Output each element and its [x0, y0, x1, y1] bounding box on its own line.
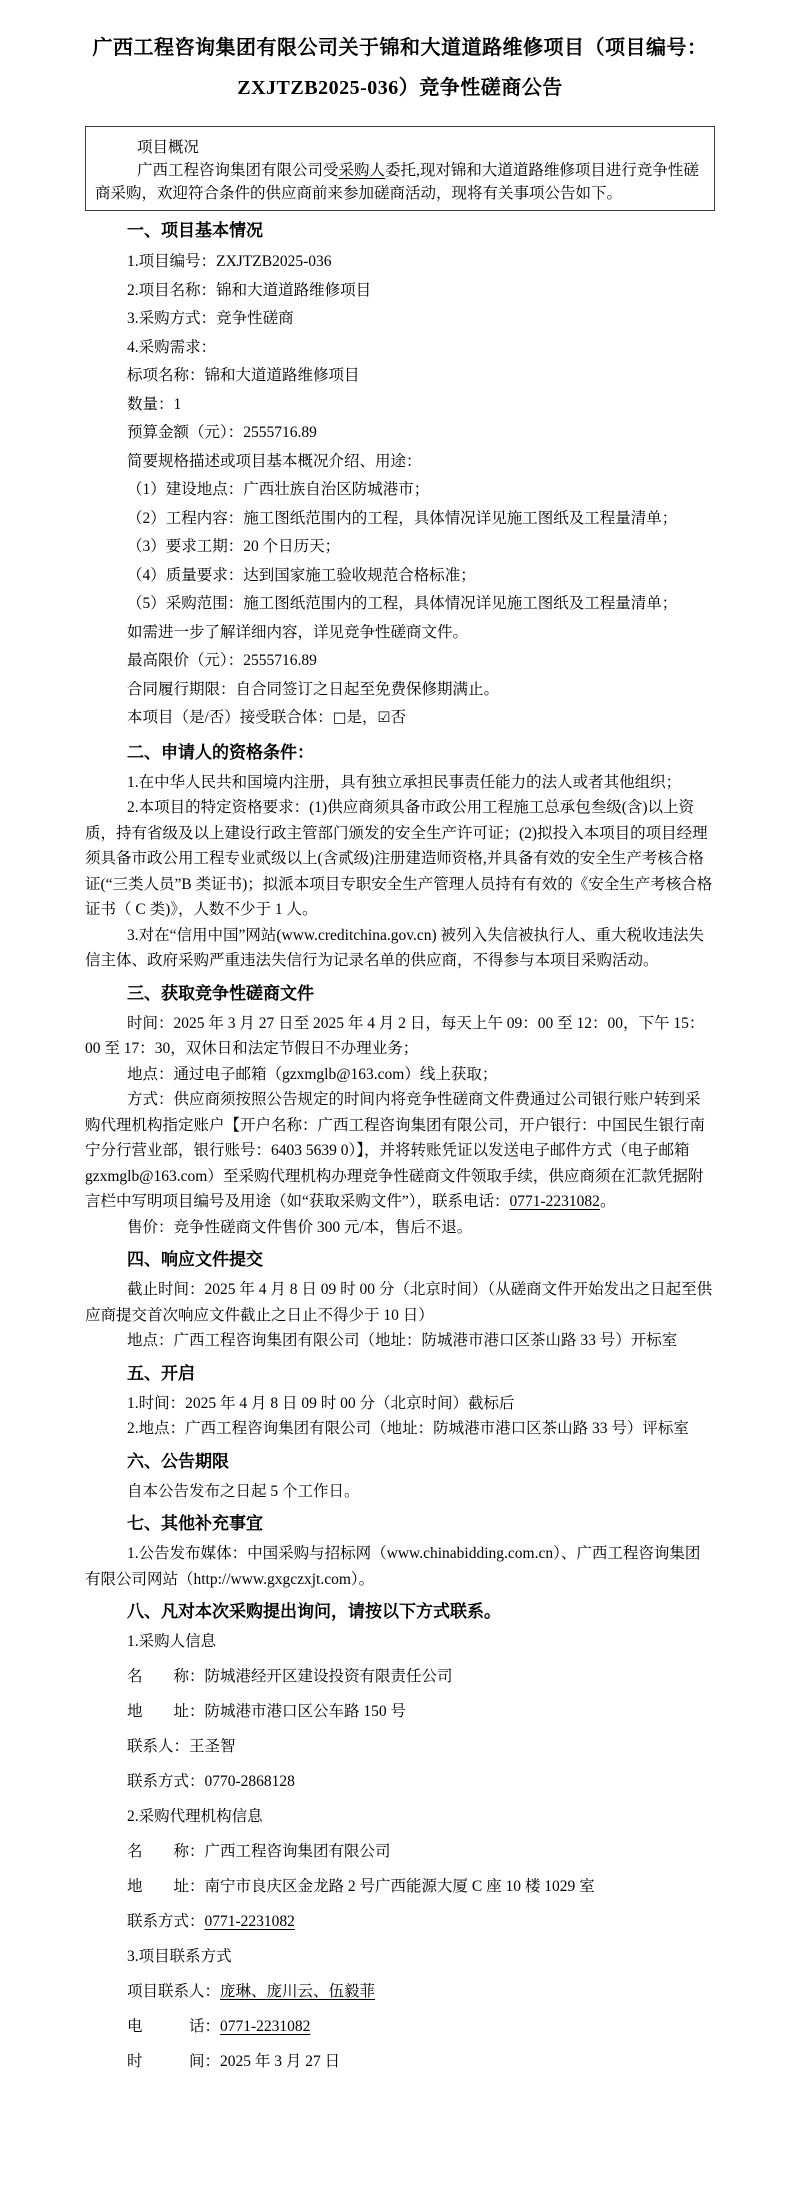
- basic-more-detail-note: 如需进一步了解详细内容，详见竞争性磋商文件。: [127, 623, 469, 641]
- section-heading-other-matters: 七、其他补充事宜: [127, 1514, 263, 1533]
- overview-paragraph: [95, 159, 704, 205]
- obtain-method-period: 。: [599, 1193, 616, 1210]
- project-contacts-line: [85, 1979, 715, 2005]
- consortium-no-label: 否: [390, 709, 407, 726]
- basic-contract-period: 合同履行期限：自合同签订之日起至免费保修期满止。: [127, 680, 500, 698]
- basic-consortium-line: [85, 704, 715, 733]
- section-heading-announcement-period: 六、公告期限: [127, 1451, 229, 1471]
- section-heading-opening: 五、开启: [127, 1363, 195, 1383]
- project-contact-info-label: 3.项目联系方式: [127, 1948, 232, 1965]
- checkbox-unchecked-icon: □: [332, 710, 347, 726]
- basic-quantity: 数量：1: [127, 395, 182, 413]
- basic-budget-amount: 预算金额（元）：2555716.89: [127, 424, 317, 441]
- agency-name: 名 称：广西工程咨询集团有限公司: [127, 1843, 391, 1860]
- announcement-period-text: 自本公告发布之日起 5 个工作日。: [127, 1482, 360, 1500]
- obtain-method: [85, 1087, 715, 1215]
- purchaser-address: 地 址：防城港市港口区公车路 150 号: [127, 1703, 407, 1720]
- agency-phone: 0771-2231082: [204, 1913, 295, 1930]
- basic-procurement-method: 3.采购方式：竞争性磋商: [127, 310, 294, 327]
- section-heading-basic-info: 一、项目基本情况: [127, 221, 263, 240]
- obtain-method-text: 方式：供应商须按照公告规定的时间内将竞争性磋商文件费通过公司银行账户转到采购代理机构指定账户【开户名称：广西工程咨询集团有限公司，开户银行：中国民生银行南宁分行营业部，银行账号：6403 5639 0）】，并将转账凭证以发送电子邮件方式（电子邮箱gzxmglb@163.com）至采购代理机构办理竞争性磋商文件领取手续，供应商须在汇款凭据附言栏中写明项目编号及用途（如“获取采购文件”），联系电话：: [85, 1091, 706, 1210]
- agency-phone-line: [85, 1909, 715, 1935]
- obtain-time: 时间：2025 年 3 月 27 日至 2025 年 4 月 2 日，每天上午 09：00 至 12：00，下午 15：00 至 17：30，双休日和法定节假日不办理业务；: [85, 1014, 705, 1057]
- project-contacts-names: 庞琳、庞川云、伍毅菲: [220, 1983, 376, 2000]
- qualification-item-1: 1.在中华人民共和国境内注册，具有独立承担民事责任能力的法人或者其他组织；: [127, 773, 682, 791]
- obtain-place: 地点：通过电子邮箱（gzxmglb@163.com）线上获取；: [127, 1065, 498, 1083]
- opening-time: 1.时间：2025 年 4 月 8 日 09 时 00 分（北京时间）截标后: [127, 1394, 515, 1412]
- basic-project-content: （2）工程内容：施工图纸范围内的工程，具体情况详见施工图纸及工程量清单；: [127, 509, 678, 527]
- overview-purchaser-underlined: 采购人: [338, 162, 386, 179]
- agency-info-label: 2.采购代理机构信息: [127, 1808, 263, 1825]
- basic-procurement-scope: （5）采购范围：施工图纸范围内的工程，具体情况详见施工图纸及工程量清单；: [127, 595, 678, 612]
- purchaser-phone: 联系方式：0770-2868128: [127, 1773, 295, 1790]
- obtain-price: 售价：竞争性磋商文件售价 300 元/本，售后不退。: [127, 1218, 473, 1236]
- section-heading-contact: 八、凡对本次采购提出询问，请按以下方式联系。: [127, 1602, 501, 1621]
- purchaser-name: 名 称：防城港经开区建设投资有限责任公司: [127, 1668, 453, 1685]
- overview-label: 项目概况: [137, 139, 200, 156]
- submission-place: 地点：广西工程咨询集团有限公司（地址：防城港市港口区茶山路 33 号）开标室: [127, 1332, 678, 1349]
- obtain-method-phone: 0771-2231082: [509, 1193, 600, 1210]
- agency-address: 地 址：南宁市良庆区金龙路 2 号广西能源大厦 C 座 10 楼 1029 室: [127, 1878, 595, 1895]
- basic-construction-site: （1）建设地点：广西壮族自治区防城港市；: [127, 481, 430, 498]
- basic-spec-intro: 简要规格描述或项目基本概况介绍、用途：: [127, 452, 422, 470]
- section-heading-obtain-documents: 三、获取竞争性磋商文件: [127, 983, 314, 1003]
- overview-box: [85, 126, 715, 211]
- document-title-line2: ZXJTZB2025-036）竞争性磋商公告: [237, 77, 563, 99]
- section-heading-submission: 四、响应文件提交: [127, 1250, 263, 1269]
- announcement-date-line: 时 间：2025 年 3 月 27 日: [127, 2053, 341, 2070]
- project-phone: 0771-2231082: [220, 2018, 311, 2035]
- basic-procurement-demand: 4.采购需求：: [127, 338, 217, 356]
- basic-max-price: 最高限价（元）：2555716.89: [127, 652, 317, 669]
- basic-required-duration: （3）要求工期：20 个日历天；: [127, 538, 341, 555]
- project-contacts-label: 项目联系人：: [127, 1983, 221, 2000]
- consortium-label: 本项目（是/否）接受联合体：: [127, 709, 333, 726]
- project-phone-label: 电 话：: [127, 2018, 221, 2035]
- basic-quality-requirement: （4）质量要求：达到国家施工验收规范合格标准；: [127, 566, 476, 584]
- other-matters-text: 1.公告发布媒体：中国采购与招标网（www.chinabidding.com.cn）、广西工程咨询集团有限公司网站（http://www.gxgczxjt.com）。: [85, 1545, 701, 1588]
- qualification-item-3: 3.对在“信用中国”网站(www.creditchina.gov.cn) 被列入失信被执行人、重大税收违法失信主体、政府采购严重违法失信行为记录名单的供应商，不得参与本项目采购活动。: [85, 926, 705, 969]
- overview-text-pre: 广西工程咨询集团有限公司受: [137, 162, 339, 179]
- basic-project-number: 1.项目编号：ZXJTZB2025-036: [127, 253, 332, 270]
- opening-place: 2.地点：广西工程咨询集团有限公司（地址：防城港市港口区茶山路 33 号）评标室: [127, 1420, 689, 1437]
- document-title-line1: 广西工程咨询集团有限公司关于锦和大道道路维修项目（项目编号：: [92, 37, 708, 59]
- overview-text-post: 委托,现对锦和大道道路维修项目进行竞争性磋商采购，欢迎符合条件的供应商前来参加磋商活动，现将有关事项公告如下。: [95, 162, 699, 202]
- consortium-yes-label: 是，: [346, 709, 378, 726]
- basic-project-name: 2.项目名称：锦和大道道路维修项目: [127, 281, 372, 299]
- purchaser-info-label: 1.采购人信息: [127, 1633, 217, 1650]
- qualification-item-2: 2.本项目的特定资格要求：(1)供应商须具备市政公用工程施工总承包叁级(含)以上资质，持有省级及以上建设行政主管部门颁发的安全生产许可证；(2)拟投入本项目的项目经理须具备市政公用工程专业贰级以上(含贰级)注册建造师资格,并具备有效的安全生产考核合格证(“三类人员”B 类证书)；拟派本项目专职安全生产管理人员持有有效的《安全生产考核合格证书（ C 类)》，人数不少于 1 人。: [85, 799, 713, 918]
- project-phone-line: [85, 2014, 715, 2040]
- document-title: [85, 28, 715, 108]
- checkbox-checked-icon: ☑: [377, 710, 391, 726]
- basic-lot-name: 标项名称：锦和大道道路维修项目: [127, 367, 360, 384]
- purchaser-contact-person: 联系人：王圣智: [127, 1738, 236, 1755]
- section-heading-qualification: 二、申请人的资格条件：: [127, 742, 314, 762]
- submission-deadline: 截止时间：2025 年 4 月 8 日 09 时 00 分（北京时间）（从磋商文件开始发出之日起至供应商提交首次响应文件截止之日止不得少于 10 日）: [85, 1281, 713, 1324]
- agency-phone-label: 联系方式：: [127, 1913, 205, 1930]
